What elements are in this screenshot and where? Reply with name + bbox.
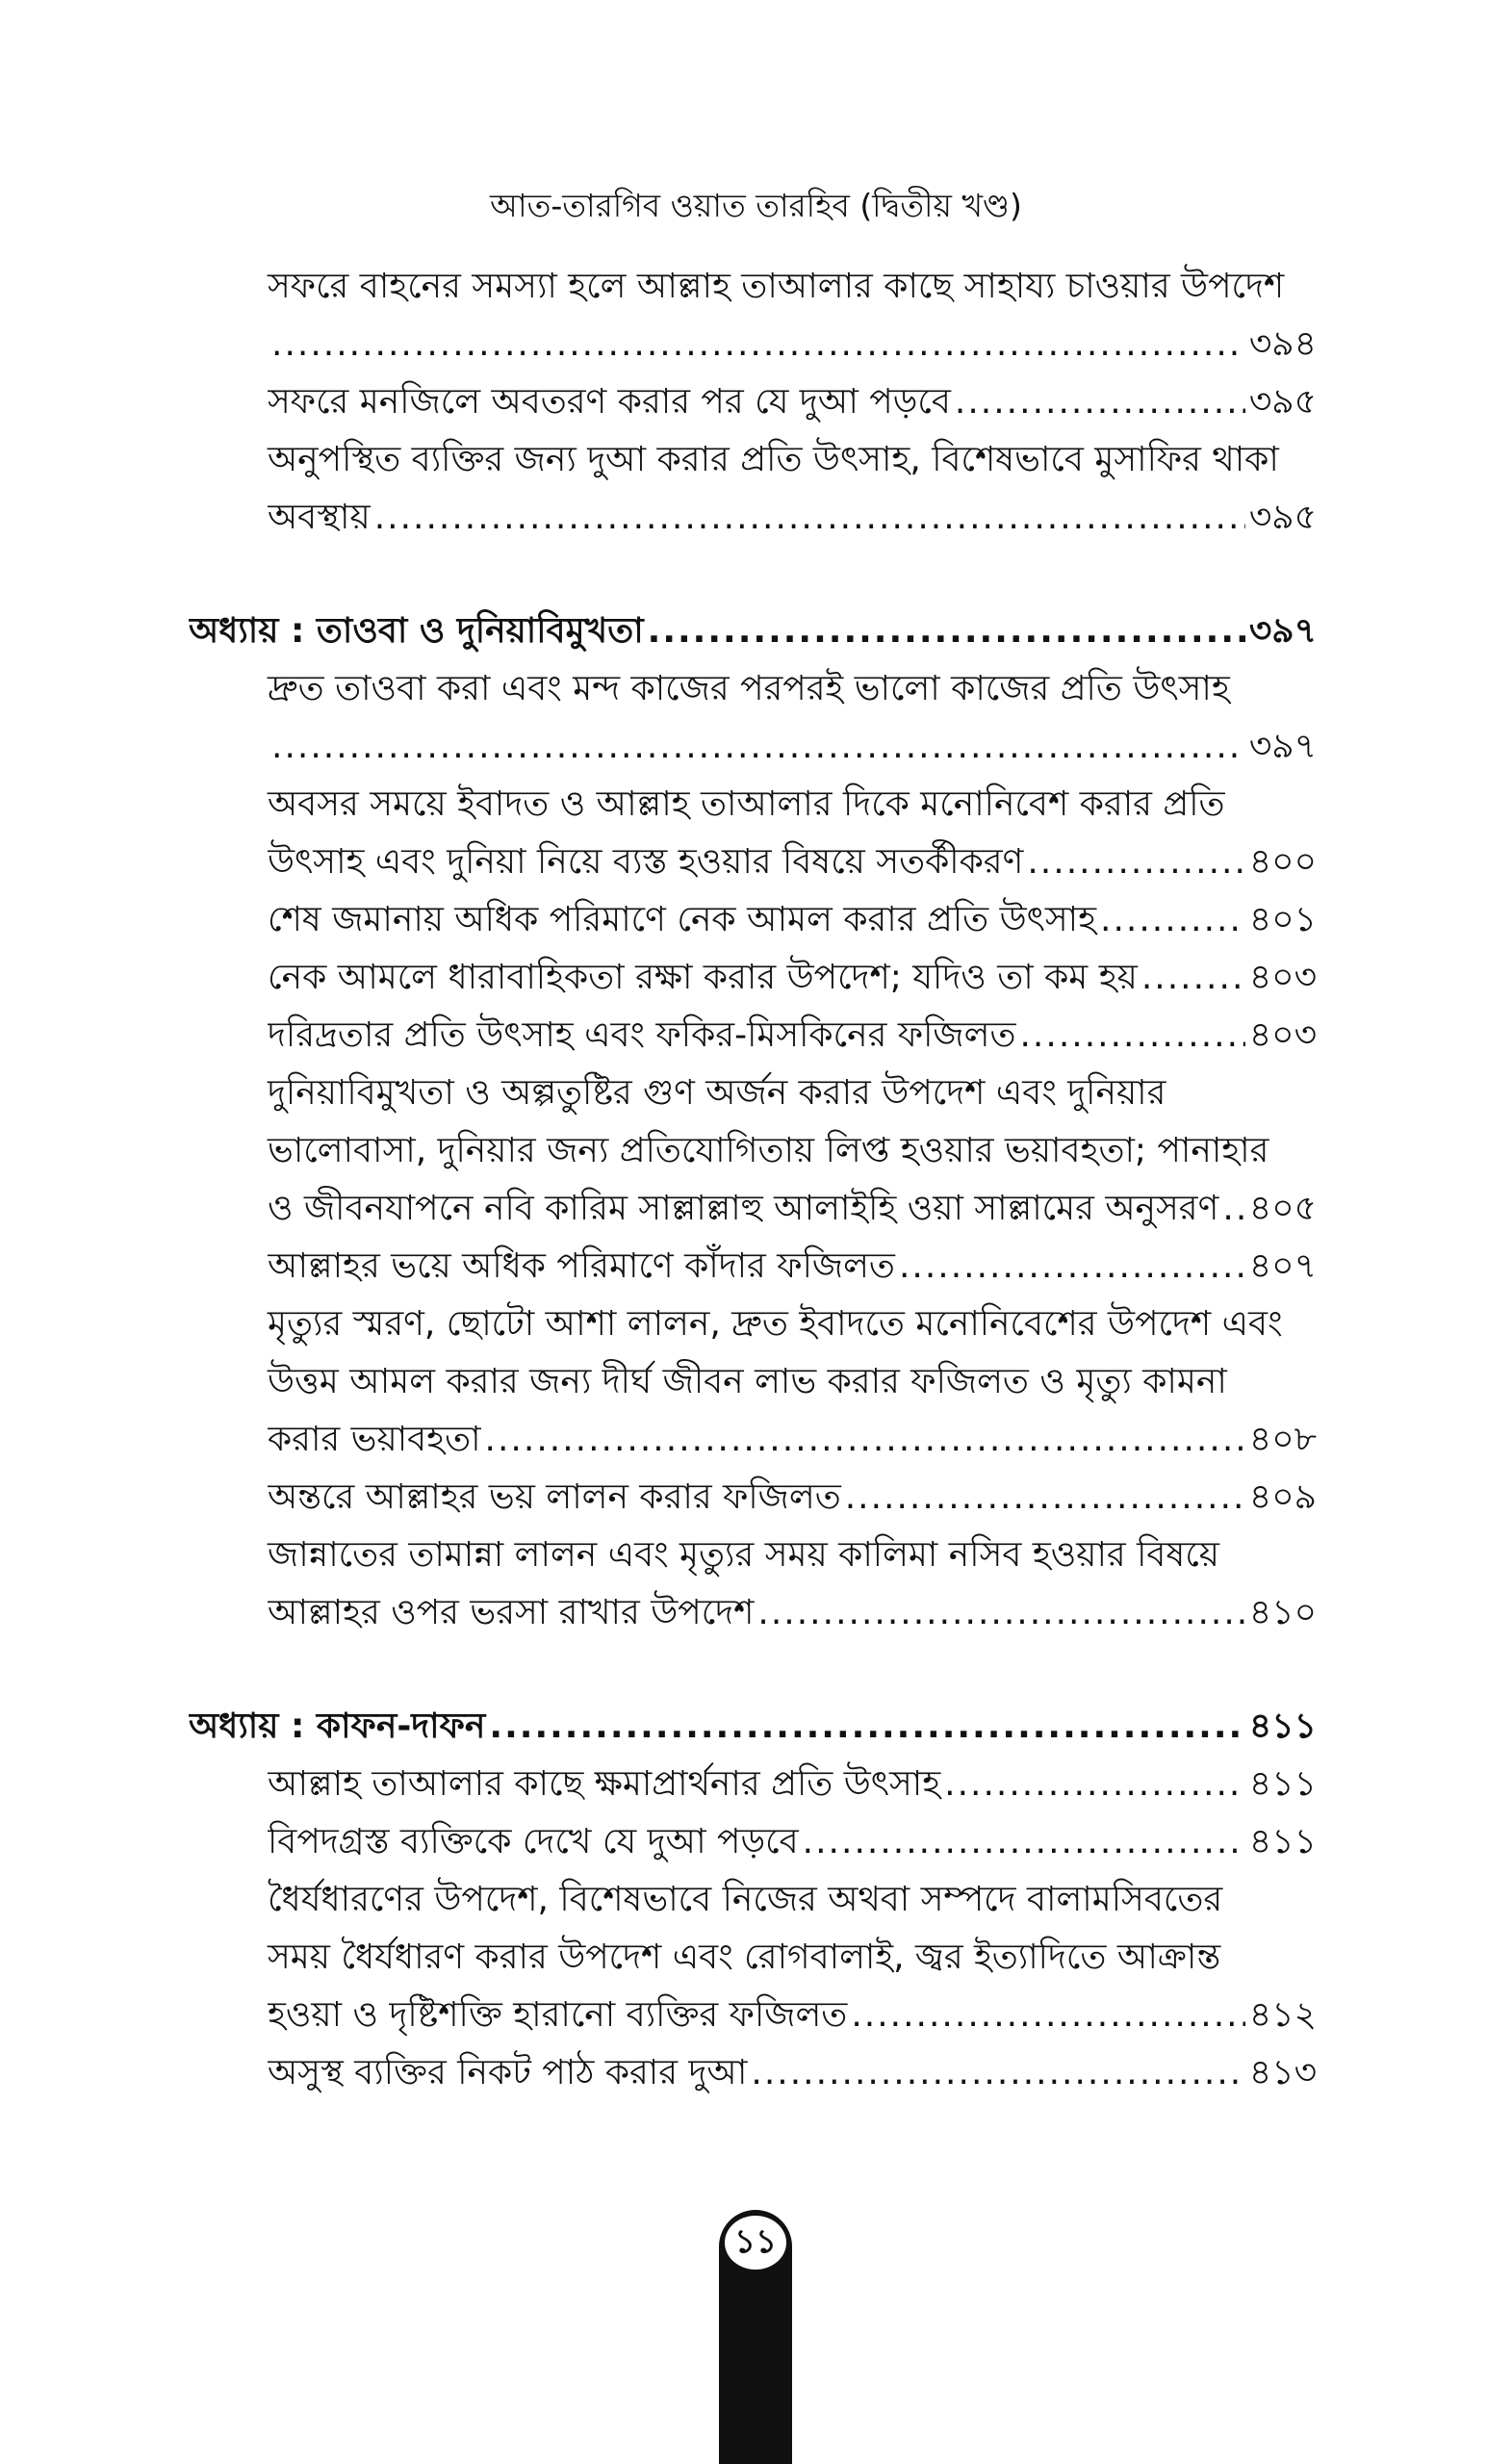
toc-entry (268, 1527, 1317, 1642)
dot-leader (271, 316, 1245, 373)
toc-entry (268, 1238, 1317, 1296)
dot-leader (845, 1469, 1245, 1527)
page-number: ১১ (733, 2222, 778, 2261)
dot-leader (899, 1238, 1245, 1296)
dot-leader (489, 1698, 1244, 1756)
chapter-title: অধ্যায় : তাওবা ও দুনিয়াবিমুখতা (189, 611, 644, 651)
dot-leader (803, 1813, 1245, 1871)
toc-section (189, 603, 1317, 1642)
toc-entry-last-line: আল্লাহর ভয়ে অধিক পরিমাণে কাঁদার ফজিলত (268, 1246, 895, 1286)
toc-entry-page-number: ৪০৮ (1248, 1420, 1317, 1459)
toc-entry-page-number: ৪১০ (1248, 1593, 1317, 1632)
toc-entry-line: জান্নাতের তামান্না লালন এবং মৃত্যুর সময় কালিমা নসিব হওয়ার বিষয়ে (268, 1535, 1219, 1575)
toc-entry-line: ধৈর্যধারণের উপদেশ, বিশেষভাবে নিজের অথবা সম্পদে বালামসিবতের (268, 1880, 1223, 1919)
toc-entry-leader-line (268, 1007, 1317, 1065)
toc-entry-page-number: ৪০৩ (1248, 1015, 1317, 1055)
toc-entry (268, 2044, 1317, 2102)
dot-leader (1027, 834, 1244, 891)
toc-entry-page-number: ৩৯৭ (1248, 727, 1317, 766)
dot-leader (757, 1584, 1244, 1642)
dot-leader (271, 718, 1245, 776)
toc-entry-page-number: ৪০১ (1248, 900, 1317, 939)
chapter-page-number: ৪১১ (1248, 1707, 1317, 1746)
toc-entry-page-number: ৪১১ (1248, 1822, 1317, 1861)
toc-entry-line: সময় ধৈর্যধারণ করার উপদেশ এবং রোগবালাই, জ্বর ইত্যাদিতে আক্রান্ত (268, 1938, 1221, 1977)
toc-entry-page-number: ৪০৩ (1248, 958, 1317, 997)
toc-entry-leader-line (268, 1469, 1317, 1527)
chapter-page-number: ৩৯৭ (1248, 611, 1317, 651)
dot-leader (955, 373, 1245, 431)
toc-entry-line: মৃত্যুর স্মরণ, ছোটো আশা লালন, দ্রুত ইবাদতে মনোনিবেশের উপদেশ এবং (268, 1304, 1283, 1344)
toc-entry-page-number: ৪০০ (1248, 842, 1317, 882)
dot-leader (1100, 891, 1245, 949)
toc-entry-last-line: শেষ জমানায় অধিক পরিমাণে নেক আমল করার প্রতি উৎসাহ (268, 900, 1097, 939)
toc-entry-last-line: দরিদ্রতার প্রতি উৎসাহ এবং ফকির-মিসকিনের ফজিলত (268, 1015, 1016, 1055)
toc-entry (268, 431, 1317, 547)
toc-entry-last-line: আল্লাহর ওপর ভরসা রাখার উপদেশ (268, 1593, 755, 1632)
toc-entry (268, 1813, 1317, 1871)
toc-entry-leader-line (268, 489, 1317, 547)
toc-entry (268, 258, 1317, 373)
toc-entry-last-line: উৎসাহ এবং দুনিয়া নিয়ে ব্যস্ত হওয়ার বিষয়ে সতর্কীকরণ (268, 842, 1024, 882)
toc-entry (268, 373, 1317, 431)
toc-entry-leader-line (268, 891, 1317, 949)
dot-leader (1141, 949, 1245, 1007)
toc-entry-line: সফরে বাহনের সমস্যা হলে আল্লাহ তাআলার কাছে সাহায্য চাওয়ার উপদেশ (268, 267, 1285, 306)
toc-entry-last-line: ও জীবনযাপনে নবি কারিম সাল্লাল্লাহু আলাইহি ওয়া সাল্লামের অনুসরণ (268, 1189, 1219, 1228)
toc-entry-leader-line (268, 1238, 1317, 1296)
dot-leader (851, 1987, 1245, 2044)
toc-entry (268, 1469, 1317, 1527)
dot-leader (1222, 1180, 1244, 1238)
toc-entry (268, 949, 1317, 1007)
toc-entry (268, 660, 1317, 776)
dot-leader (374, 489, 1245, 547)
toc-entry (268, 1065, 1317, 1238)
toc-entry-line: অনুপস্থিত ব্যক্তির জন্য দুআ করার প্রতি উৎসাহ, বিশেষভাবে মুসাফির থাকা (268, 440, 1279, 479)
toc-entry-leader-line (268, 1813, 1317, 1871)
running-header: আত-তারগিব ওয়াত তারহিব (দ্বিতীয় খণ্ড) (490, 187, 1022, 224)
toc-entry-leader-line (268, 949, 1317, 1007)
toc-entry-leader-line (268, 2044, 1317, 2102)
toc-entry-page-number: ৪১৩ (1248, 2053, 1317, 2092)
toc-entry-page-number: ৪০৭ (1248, 1246, 1317, 1286)
toc-entry-line: অবসর সময়ে ইবাদত ও আল্লাহ তাআলার দিকে মনোনিবেশ করার প্রতি (268, 784, 1225, 824)
toc-entry-leader-line (268, 1411, 1317, 1469)
toc-entry (268, 1871, 1317, 2044)
toc-entry-last-line: হওয়া ও দৃষ্টিশক্তি হারানো ব্যক্তির ফজিলত (268, 1995, 848, 2035)
toc-entry-last-line: নেক আমলে ধারাবাহিকতা রক্ষা করার উপদেশ; যদিও তা কম হয় (268, 958, 1138, 997)
chapter-heading (189, 1698, 1317, 1756)
toc-entry-page-number: ৩৯৫ (1248, 382, 1317, 422)
toc-entry-page-number: ৪০৯ (1248, 1477, 1317, 1517)
toc-entry (268, 1296, 1317, 1469)
toc-section (189, 1698, 1317, 2102)
toc-entry-leader-line (268, 373, 1317, 431)
dot-leader (751, 2044, 1244, 2102)
toc-entry-last-line: অবস্থায় (268, 498, 371, 537)
toc-entry (268, 1007, 1317, 1065)
toc-entry-page-number: ৩৯৫ (1248, 498, 1317, 537)
dot-leader (485, 1411, 1245, 1469)
toc-entry-last-line: করার ভয়াবহতা (268, 1420, 481, 1459)
toc-entry-last-line: সফরে মনজিলে অবতরণ করার পর যে দুআ পড়বে (268, 382, 951, 422)
chapter-heading-line (189, 603, 1317, 660)
dot-leader (648, 603, 1245, 660)
chapter-heading (189, 603, 1317, 660)
toc-section (189, 258, 1317, 547)
toc-entry-line: দুনিয়াবিমুখতা ও অল্পতুষ্টির গুণ অর্জন করার উপদেশ এবং দুনিয়ার (268, 1073, 1166, 1113)
dot-leader (944, 1756, 1245, 1813)
chapter-heading-line (189, 1698, 1317, 1756)
dot-leader (1019, 1007, 1244, 1065)
table-of-contents (189, 258, 1317, 2102)
toc-entry-page-number: ৪০৫ (1248, 1189, 1317, 1228)
toc-entry-leader-line (268, 1987, 1317, 2044)
toc-entry (268, 891, 1317, 949)
toc-entry-line: ভালোবাসা, দুনিয়ার জন্য প্রতিযোগিতায় লিপ্ত হওয়ার ভয়াবহতা; পানাহার (268, 1131, 1269, 1170)
toc-entry-last-line: আল্লাহ তাআলার কাছে ক্ষমাপ্রার্থনার প্রতি উৎসাহ (268, 1764, 941, 1804)
toc-entry-page-number: ৩৯৪ (1248, 324, 1317, 364)
toc-entry-line: দ্রুত তাওবা করা এবং মন্দ কাজের পরপরই ভালো কাজের প্রতি উৎসাহ (268, 669, 1230, 708)
toc-entry-page-number: ৪১২ (1248, 1995, 1317, 2035)
toc-entry (268, 1756, 1317, 1813)
toc-entry (268, 776, 1317, 891)
toc-entry-leader-line (268, 718, 1317, 776)
toc-entry-page-number: ৪১১ (1248, 1764, 1317, 1804)
toc-entry-leader-line (268, 834, 1317, 891)
toc-entry-last-line: অন্তরে আল্লাহর ভয় লালন করার ফজিলত (268, 1477, 841, 1517)
toc-entry-last-line: বিপদগ্রস্ত ব্যক্তিকে দেখে যে দুআ পড়বে (268, 1822, 799, 1861)
toc-entry-line: উত্তম আমল করার জন্য দীর্ঘ জীবন লাভ করার ফজিলত ও মৃত্যু কামনা (268, 1362, 1227, 1401)
toc-entry-leader-line (268, 1756, 1317, 1813)
chapter-title: অধ্যায় : কাফন-দাফন (189, 1707, 486, 1746)
toc-entry-leader-line (268, 1180, 1317, 1238)
toc-entry-leader-line (268, 1584, 1317, 1642)
toc-entry-last-line: অসুস্থ ব্যক্তির নিকট পাঠ করার দুআ (268, 2053, 748, 2092)
toc-entry-leader-line (268, 316, 1317, 373)
